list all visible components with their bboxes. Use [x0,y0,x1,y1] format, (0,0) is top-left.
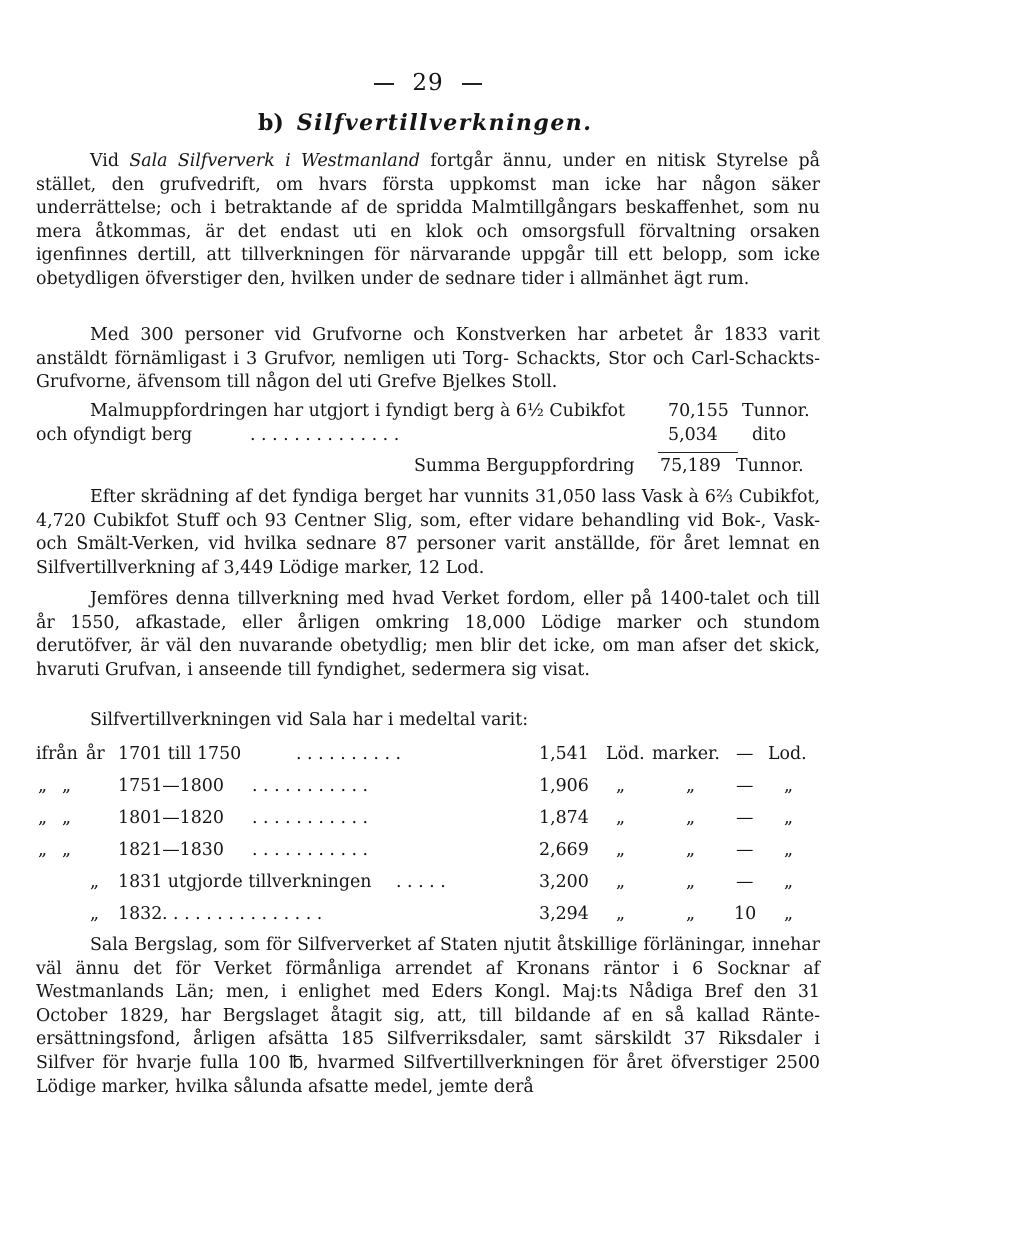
row-m2: „ [686,872,696,892]
row-m1: Löd. [606,744,645,764]
row-m1: „ [616,904,626,924]
paragraph-1 [36,150,820,292]
row-m2: „ [686,776,696,796]
row-c2: „ [62,840,72,860]
row-m3: — [736,744,754,764]
row-c1: „ [38,776,48,796]
ore-line-2-dots: . . . . . . . . . . . . . . [250,425,400,445]
row-m4: „ [784,840,794,860]
section-title: Silfvertillverkningen. [296,110,593,136]
section-heading [258,110,592,136]
row-m2: marker. [652,744,720,764]
row-c1: „ [38,808,48,828]
table-row [36,808,820,832]
row-m1: „ [616,840,626,860]
ore-line-1 [36,401,820,425]
page-header [36,70,820,96]
ore-line-1-text: Malmuppfordringen har utgjort i fyndigt berg à 6½ Cubikfot [90,401,625,421]
row-period: 1832 [118,904,163,924]
row-m1: „ [616,776,626,796]
row-m3: 10 [734,904,757,924]
ore-sum-label: Summa Berguppfordring [414,456,635,476]
ore-line-2-unit: dito [752,425,787,445]
row-c2: „ [90,872,100,892]
row-m2: „ [686,904,696,924]
ore-line-2 [36,425,820,449]
row-dots: . . . . . . . . . . [296,744,402,764]
paragraph-5: Sala Bergslag, som för Silfververket af Staten njutit åtskillige förläningar, innehar väl ännu det för Verket förmånliga arrendet af Kronans räntor i 6 Socknar af Westmanlands Län; men, i enlighet med Eders Kongl. Maj:ts Nådiga Bref den 31 October 1829, har Bergslaget åtagit sig, att, till bildande af en så kallad Ränte-ersättningsfond, årligen afsätta 185 Silfverriksdaler, samt särskildt 37 Riksdaler i Silfver för hvarje fulla 100 ℔, hvarmed Silfvertillverkningen för året öfverstiger 2500 Lödige marker, hvilka sålunda afsatte medel, jemte derå [36,935,820,1097]
row-period: 1751—1800 [118,776,224,796]
row-c2: „ [62,776,72,796]
row-m3: — [736,840,754,860]
row-value: 3,200 [539,872,589,892]
table-row [36,744,820,768]
row-dots: . . . . . . . . . . . [252,808,369,828]
ore-sum-line [36,456,820,480]
row-m4: „ [784,872,794,892]
row-value: 1,874 [539,808,589,828]
table-row [36,872,820,896]
paragraph-1-place: Sala Silfververk i Westmanland [129,151,420,171]
row-m4: „ [784,904,794,924]
row-value: 2,669 [539,840,589,860]
row-m3: — [736,872,754,892]
row-period: 1701 till 1750 [118,744,242,764]
row-m2: „ [686,808,696,828]
row-dots: . . . . . . . . . . . [252,840,369,860]
paragraph-2: Med 300 personer vid Grufvorne och Konstverken har arbetet år 1833 varit anstäldt förnämligast i 3 Grufvor, nemligen uti Torg- Schackts, Stor och Carl-Schackts-Grufvorne, äfvensom till någon del uti Grefve Bjelkes Stoll. [36,325,820,393]
row-period: 1831 utgjorde tillverkningen [118,872,372,892]
ore-line-2-text: och ofyndigt berg [36,425,193,445]
row-c2: år [86,744,105,764]
row-period: 1821—1830 [118,840,224,860]
paragraph-4: Jemföres denna tillverkning med hvad Verket fordom, eller på 1400-talet och till år 1550, afkastade, eller årligen omkring 18,000 Lödige marker och stundom derutöfver, är väl den nuvarande obetydlig; men blir det icke, om man afser det skick, hvaruti Grufvan, i anseende till fyndighet, sedermera sig visat. [36,589,820,680]
row-dots: . . . . . . . . . . . [252,776,369,796]
paragraph-3: Efter skrädning af det fyndiga berget har vunnits 31,050 lass Vask à 6⅔ Cubikfot, 4,720 Cubikfot Stuff och 93 Centner Slig, som, efter vidare behandling vid Bok-, Vask- och Smält-Verken, vid hvilka sednare 87 personer varit anställde, för året lemnat en Silfvertillverkning af 3,449 Lödige marker, 12 Lod. [36,487,820,578]
table-intro [36,710,820,734]
row-m3: — [736,808,754,828]
row-m4: Lod. [768,744,807,764]
row-m4: „ [784,776,794,796]
row-m3: — [736,776,754,796]
ore-sum-value: 75,189 [660,456,721,476]
row-dots: . . . . . . . . . . . . . . . [162,904,323,924]
row-c1: ifrån [36,744,78,764]
row-c2: „ [62,808,72,828]
section-label: b) [258,110,284,136]
row-value: 3,294 [539,904,589,924]
ore-line-1-value: 70,155 [668,401,729,421]
row-m4: „ [784,808,794,828]
table-row [36,840,820,864]
row-m1: „ [616,872,626,892]
ore-line-2-value: 5,034 [668,425,718,445]
sum-rule [658,452,738,453]
table-row [36,776,820,800]
row-value: 1,541 [539,744,589,764]
row-period: 1801—1820 [118,808,224,828]
ore-line-1-unit: Tunnor. [742,401,810,421]
row-c2: „ [90,904,100,924]
paragraph-1-rest: fortgår ännu, under en nitisk Styrelse på stället, den grufvedrift, om hvars första uppkomst man icke har någon säker underrättelse; och i betraktande af de spridda Malmtillgångars beskaffenhet, som nu mera åtkommas, är det endast uti en klok och omsorgsfull förvaltning orsaken igenfinnes dertill, att tillverkningen för närvarande uppgår till ett belopp, som icke obetydligen öfverstiger den, hvilken under de sednare tider i allmänhet ägt rum. [36,151,820,289]
ore-sum-unit: Tunnor. [736,456,804,476]
paragraph-1-start: Vid [90,151,130,171]
page-number: 29 [412,70,444,96]
row-m1: „ [616,808,626,828]
row-value: 1,906 [539,776,589,796]
table-intro-text: Silfvertillverkningen vid Sala har i medeltal varit: [90,710,529,730]
row-c1: „ [38,840,48,860]
header-dash-left [374,83,394,85]
row-m2: „ [686,840,696,860]
table-row [36,904,820,928]
header-dash-right [462,83,482,85]
row-dots: . . . . . [396,872,446,892]
